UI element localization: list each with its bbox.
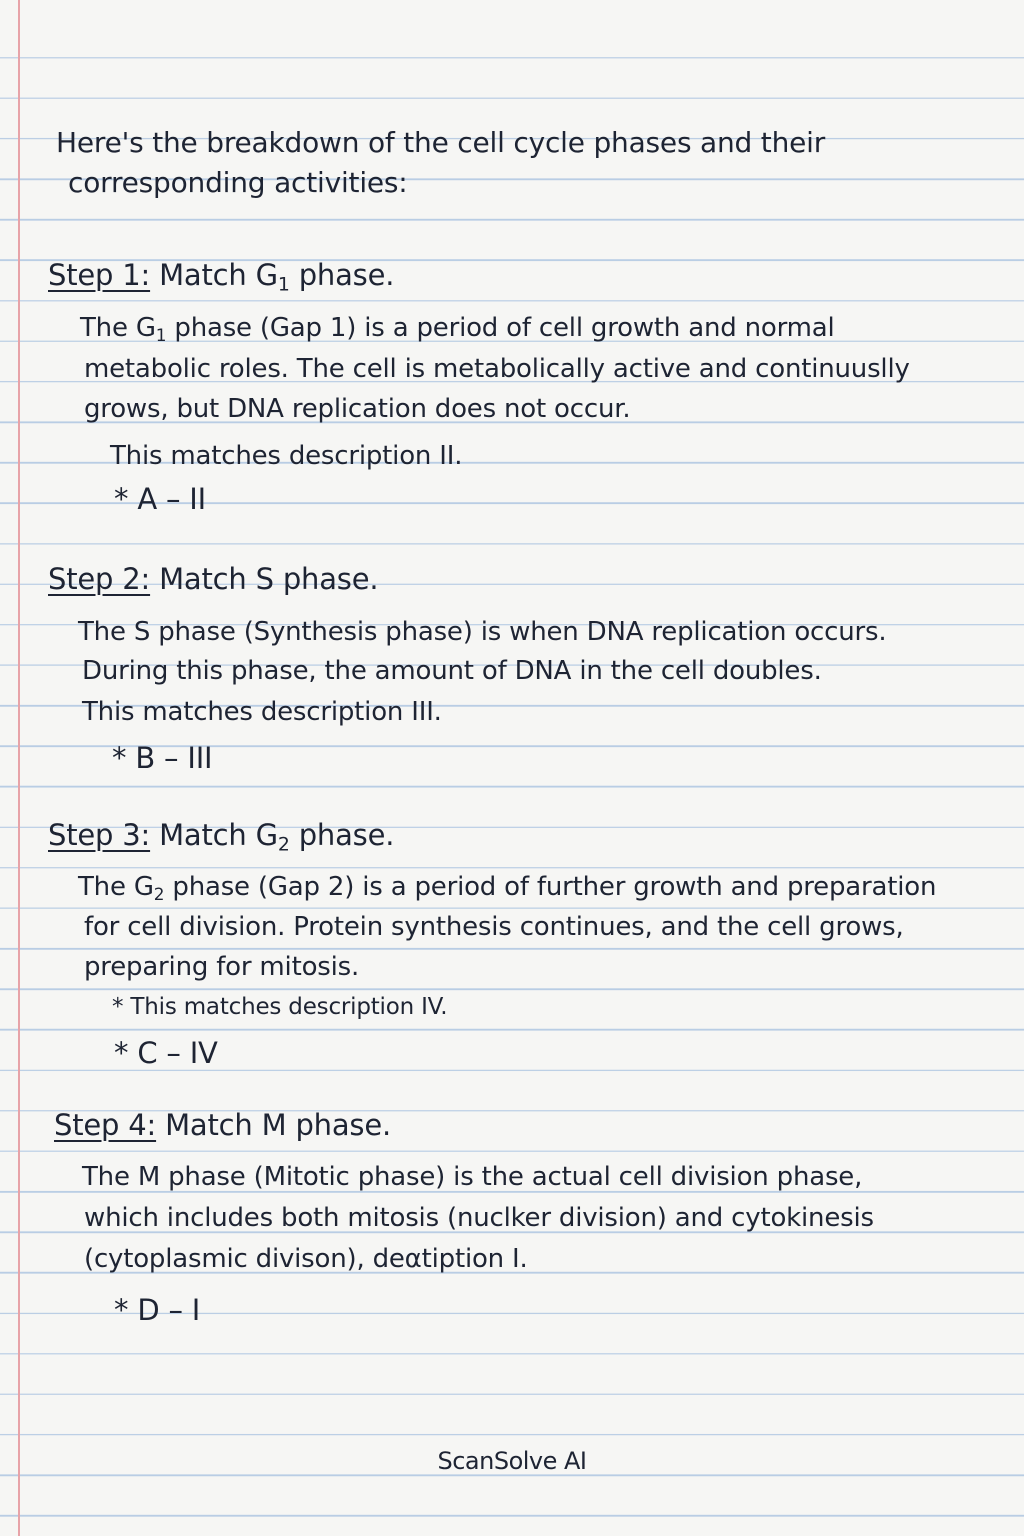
step-4-body-line: which includes both mitosis (nuclker division) and cytokinesis [84,1203,874,1233]
step-2-label: Step 2: [48,562,151,596]
step-2-body-line: The S phase (Synthesis phase) is when DNA replication occurs. [78,617,887,647]
step-2-answer: * B – III [112,741,213,775]
step-1-label: Step 1: [48,258,151,292]
step-4-body-line: (cytoplasmic divison), deαtiption I. [84,1244,528,1274]
step-3-answer: * C – IV [114,1036,218,1070]
step-3-body-line: The $G_2$ phase (Gap 2) is a period of further growth and preparation [78,872,937,905]
notebook-margin-line [18,0,20,1536]
intro-line-1: Here's the breakdown of the cell cycle phases and their [56,126,826,159]
step-3-body-line: for cell division. Protein synthesis continues, and the cell grows, [84,912,904,942]
step-3-note: * This matches description IV. [112,994,448,1020]
step-1-body-line: grows, but DNA replication does not occur. [84,394,631,424]
step-2-body-line: During this phase, the amount of DNA in the cell doubles. [82,656,822,686]
step-4-label: Step 4: [54,1108,157,1142]
step-2-body-line: This matches description III. [82,697,442,727]
step-4-answer: * D – I [114,1293,201,1327]
step-1-answer: * A – II [114,482,206,516]
step-3-body-line: preparing for mitosis. [84,952,360,982]
step-3-label: Step 3: [48,818,151,852]
footer-brand: ScanSolve AI [437,1447,587,1475]
step-1-body-line: metabolic roles. The cell is metabolically active and continuuslly [84,354,910,384]
step-1-heading: Step 1: Match $G_1$ phase. [48,258,395,296]
step-4-heading: Step 4: Match M phase. [54,1108,391,1142]
step-3-heading: Step 3: Match $G_2$ phase. [48,818,395,856]
step-1-body-line: The $G_1$ phase (Gap 1) is a period of cell growth and normal [80,313,835,346]
step-4-body-line: The M phase (Mitotic phase) is the actual cell division phase, [82,1162,863,1192]
step-1-note: This matches description II. [110,441,463,471]
intro-line-2: corresponding activities: [68,166,408,199]
step-2-heading: Step 2: Match S phase. [48,562,379,596]
